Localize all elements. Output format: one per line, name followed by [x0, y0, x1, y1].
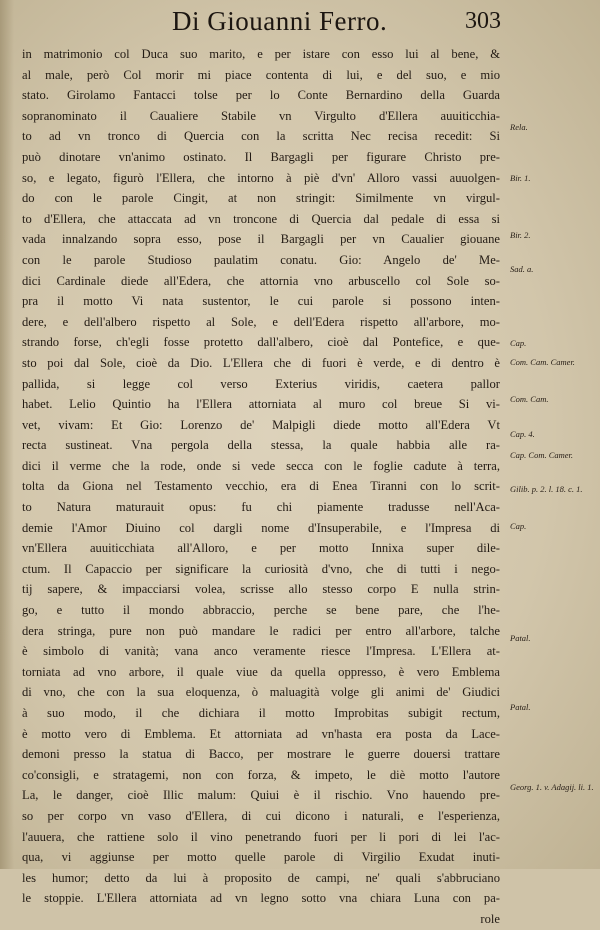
text-line: è motto vero di Emblema. Et attorniata ad vn'hasta era posta da Lace- — [22, 726, 500, 741]
margin-note: Sad. a. — [510, 264, 534, 274]
text-line: al male, però Col morir mi piace contenta di lui, e del suo, e mio — [22, 67, 500, 82]
text-line: La, le danger, cioè Illic malum: Quiui è il rischio. Vno hauendo pre- — [22, 788, 500, 803]
text-line: sopranominato il Caualiere Stabile vn Virgulto d'Ellera auuiticchia- — [22, 108, 500, 123]
margin-note: Rela. — [510, 122, 528, 132]
text-line: l'auuera, che rattiene solo il vino penetrando fuori per li pori di lei l'ac- — [22, 829, 500, 844]
margin-note: Bir. 2. — [510, 230, 531, 240]
text-line: to d'Ellera, che attaccata ad vn troncone di Quercia dal pedale di essa si — [22, 211, 500, 226]
text-line: go, e tutto il mondo abbraccio, perche se bene pare, che l'he- — [22, 603, 500, 618]
text-line: in matrimonio col Duca suo marito, e per istare con esso lui al bene, & — [22, 47, 500, 61]
text-line: dici il verme che la rode, onde si vede secca con le foglie cadute à terra, — [22, 458, 500, 473]
margin-note: Bir. 1. — [510, 173, 531, 183]
text-line: tolta da Giona nel Testamento vecchio, era di Enea Tiranni con lo scrit- — [22, 479, 500, 494]
text-line: con le parole Studioso paulatim conatu. Gio: Angelo de' Me- — [22, 252, 500, 267]
text-line: dere, e dell'albero rispetto al Sole, e dell'Edera rispetto all'arbore, mo- — [22, 314, 500, 329]
text-line: le stoppie. L'Ellera attorniata ad vn legno sotto vna chiara Luna con pa- — [22, 891, 500, 906]
text-line: sto poi dal Sole, cioè da Dio. L'Ellera che di fuori è verde, e di dentro è — [22, 355, 500, 370]
text-line: so, e legato, figurò l'Ellera, che intorno à piè d'vn' Alloro vassi auuolgen- — [22, 170, 500, 185]
text-line: strando forse, ch'egli fosse protetto dall'albero, cioè dal Pontefice, e que- — [22, 335, 500, 350]
text-line: torniata ad vno arbore, il quale viue da quella oppresso, è vero Emblema — [22, 664, 500, 679]
margin-note: Patal. — [510, 702, 531, 712]
text-line: pallida, si legge col verso Exterius viridis, caetera pallor — [22, 376, 500, 391]
margin-note: Cap. — [510, 521, 527, 531]
text-line: pra il motto Vi nata sustentor, le cui parole si possono inten- — [22, 294, 500, 309]
margin-note: Cap. Com. Camer. — [510, 450, 574, 460]
text-line: ctum. Il Capaccio per significare la curiosità d'vno, che di tutti i nego- — [22, 561, 500, 576]
text-line: habet. Lelio Quintio ha l'Ellera attorniata al muro col breue Si vi- — [22, 397, 500, 412]
text-line: à suo modo, il che dichiara il motto Improbitas subigit rectum, — [22, 706, 500, 720]
text-line: co'consigli, e stratagemi, non con forza, & impeto, le diè motto l'autore — [22, 767, 500, 782]
text-line: può dinotare vn'animo ostinato. Il Bargagli per figurare Christo pre- — [22, 149, 500, 164]
page-gutter-shadow — [0, 0, 14, 869]
text-line: vet, vivam: Et Gio: Lorenzo de' Malpigli diede motto all'Edera Vt — [22, 417, 500, 432]
text-line: to Natura maturauit opus: fu chi piamente tradusse nell'Aca- — [22, 500, 500, 515]
text-line: di vno, che con la sua eloquenza, ò maluagità volge gli animi de' Giudici — [22, 685, 500, 700]
body-text — [22, 44, 500, 930]
margin-note: Com. Cam. — [510, 394, 549, 404]
running-head: Di Giouanni Ferro. — [172, 6, 388, 36]
margin-note: Georg. 1. v. Adagij. li. 1. — [510, 782, 594, 792]
text-line: dici Cardinale diede all'Edera, che attornia vno arbuscello col Sole so- — [22, 273, 500, 288]
text-line: è simbolo di vanità; vana anco veramente riesce l'Impresa. L'Ellera at- — [22, 644, 500, 659]
text-line: do con le parole Cingit, at non stringit: Similmente vn virgul- — [22, 191, 500, 206]
margin-note: Com. Cam. Camer. — [510, 357, 575, 367]
margin-note: Cap. 4. — [510, 429, 535, 439]
margin-note: Cap. — [510, 338, 527, 348]
text-line: demoni presso la statua di Bacco, per mostrare le guerre douersi trattare — [22, 747, 500, 762]
text-line: stato. Girolamo Fantacci tolse per lo Conte Bernardino della Guarda — [22, 88, 500, 103]
text-line: demie l'Amor Diuino col dargli nome d'Insuperabile, e l'Impresa di — [22, 520, 500, 535]
margin-note: Patal. — [510, 633, 531, 643]
text-line: qua, vi aggiunse per motto quelle parole di Virgilio Exudat inuti- — [22, 850, 500, 865]
text-line: dera stringa, pure non può mandare le radici per entro all'arbore, talche — [22, 623, 500, 638]
text-line: tij sapere, & impacciarsi volea, scrisse allo stesso corpo E nulla strin- — [22, 582, 500, 597]
text-line: recta sustineat. Vna pergola della stessa, la quale habbia alle ra- — [22, 438, 500, 453]
text-line: role — [480, 911, 500, 926]
margin-notes — [510, 0, 600, 869]
text-line: to ad vn tronco di Quercia con la scritta Nec recisa recedit: Si — [22, 129, 500, 144]
text-line: vn'Ellera auuiticchiata all'Alloro, e per motto Innixa super dile- — [22, 541, 500, 556]
text-line: les humor; detto da lui à proposito de campi, ne' quali s'abbruciano — [22, 870, 500, 885]
text-line: vada innalzando sopra esso, pose il Bargagli per vn Caualier giouane — [22, 232, 500, 247]
text-line: so per corpo vn vaso d'Ellera, di cui dicono i naturali, e l'esperienza, — [22, 808, 500, 823]
margin-note: Gilib. p. 2. l. 18. c. 1. — [510, 484, 583, 494]
page-number: 303 — [465, 8, 501, 34]
